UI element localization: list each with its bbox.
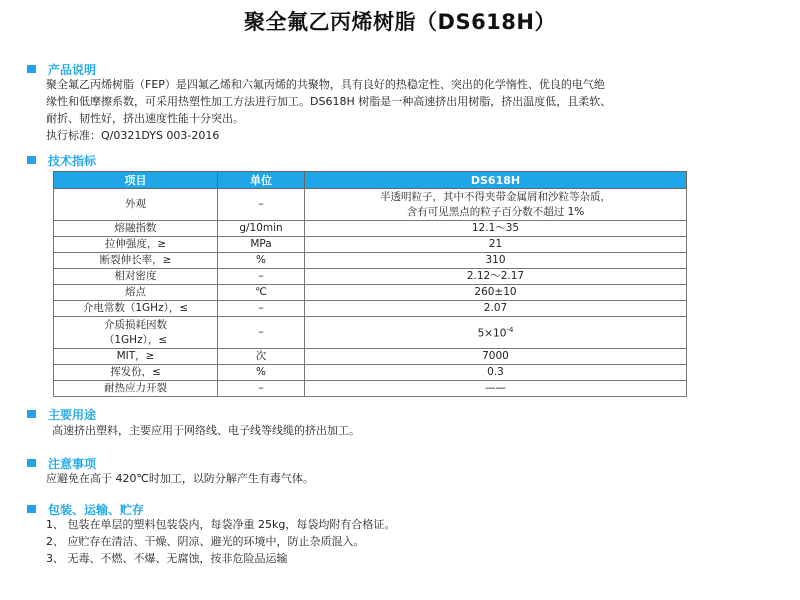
description-line: 聚全氟乙丙烯树脂（FEP）是四氟乙烯和六氟丙烯的共聚物，具有良好的热稳定性、突出的化学惰性、优良的电气绝 [46, 78, 605, 91]
cell-unit: 次 [218, 349, 305, 365]
table-row [54, 349, 687, 365]
cell-value: 12.1～35 [305, 221, 687, 237]
section-heading-spec [27, 153, 96, 167]
column-header-grade: DS618H [305, 172, 687, 189]
section-heading-notes [27, 456, 96, 470]
cell-item: 熔融指数 [54, 221, 218, 237]
cell-value-exponent: -4 [506, 326, 514, 335]
table-row [54, 269, 687, 285]
cell-unit: ℃ [218, 285, 305, 301]
cell-value: 2.07 [305, 301, 687, 317]
cell-value [305, 189, 687, 221]
cell-unit: MPa [218, 237, 305, 253]
table-row [54, 221, 687, 237]
table-row [54, 237, 687, 253]
cell-value [305, 317, 687, 349]
cell-item: 挥发份，≤ [54, 365, 218, 381]
cell-value: —— [305, 381, 687, 397]
table-header-row [54, 172, 687, 189]
page-title: 聚全氟乙丙烯树脂（DS618H） [244, 10, 556, 34]
cell-unit: % [218, 253, 305, 269]
square-bullet-icon [27, 505, 36, 513]
notes-text [46, 470, 314, 487]
table-row [54, 253, 687, 269]
cell-value: 7000 [305, 349, 687, 365]
usage-text [52, 422, 360, 439]
column-header-item: 项目 [54, 172, 218, 189]
section-title: 技术指标 [48, 153, 97, 168]
table-row [54, 189, 687, 221]
section-title: 主要用途 [48, 407, 97, 422]
cell-value: 0.3 [305, 365, 687, 381]
square-bullet-icon [27, 156, 36, 164]
notes-line: 应避免在高于 420℃时加工，以防分解产生有毒气体。 [46, 472, 314, 485]
cell-unit: – [218, 381, 305, 397]
description-line: 耐折、韧性好，挤出速度性能十分突出。 [46, 112, 244, 125]
table-row [54, 317, 687, 349]
usage-line: 高速挤出塑料，主要应用于网络线、电子线等线缆的挤出加工。 [52, 424, 360, 437]
table-row [54, 381, 687, 397]
cell-item: 断裂伸长率，≥ [54, 253, 218, 269]
cell-value-line: 含有可见黑点的粒子百分数不超过 1% [406, 205, 585, 218]
cell-item: 拉伸强度，≥ [54, 237, 218, 253]
square-bullet-icon [27, 459, 36, 467]
section-heading-description [27, 62, 96, 76]
cell-unit: % [218, 365, 305, 381]
section-title: 注意事项 [48, 456, 97, 471]
description-line: 缘性和低摩擦系数，可采用热塑性加工方法进行加工。DS618H 树脂是一种高速挤出用树脂，挤出温度低，且柔软、 [46, 95, 612, 108]
section-heading-packaging [27, 502, 144, 516]
packaging-list [46, 516, 395, 567]
list-item: 3、 无毒、不燃、不爆、无腐蚀，按非危险品运输 [46, 552, 288, 565]
cell-item: 相对密度 [54, 269, 218, 285]
cell-unit: g/10min [218, 221, 305, 237]
column-header-unit: 单位 [218, 172, 305, 189]
cell-item [54, 317, 218, 349]
description-paragraph [46, 76, 611, 144]
section-title: 包装、运输、贮存 [48, 502, 145, 517]
spec-table [53, 171, 687, 397]
square-bullet-icon [27, 65, 36, 73]
list-item: 2、 应贮存在清洁、干燥、阴凉、避光的环境中，防止杂质混入。 [46, 535, 365, 548]
cell-item: 外观 [54, 189, 218, 221]
cell-item: MIT，≥ [54, 349, 218, 365]
cell-value: 2.12～2.17 [305, 269, 687, 285]
cell-value: 21 [305, 237, 687, 253]
cell-value: 310 [305, 253, 687, 269]
cell-value-line: 半透明粒子，其中不得夹带金属屑和沙粒等杂质， [380, 190, 611, 203]
cell-item: 熔点 [54, 285, 218, 301]
cell-value-base: 5×10 [477, 327, 507, 340]
cell-unit: – [218, 269, 305, 285]
table-row [54, 301, 687, 317]
standard-line: 执行标准：Q/0321DYS 003-2016 [46, 129, 220, 142]
section-title: 产品说明 [48, 62, 97, 77]
table-row [54, 285, 687, 301]
cell-item-line: 介质损耗因数 [104, 318, 167, 331]
cell-item-line: （1GHz），≤ [103, 333, 168, 346]
section-heading-usage [27, 407, 96, 421]
cell-unit: – [218, 301, 305, 317]
cell-item: 耐热应力开裂 [54, 381, 218, 397]
cell-unit: – [218, 189, 305, 221]
cell-value: 260±10 [305, 285, 687, 301]
square-bullet-icon [27, 410, 36, 418]
list-item: 1、 包装在单层的塑料包装袋内，每袋净重 25kg，每袋均附有合格证。 [46, 518, 396, 531]
cell-item: 介电常数（1GHz），≤ [54, 301, 218, 317]
cell-unit: – [218, 317, 305, 349]
table-row [54, 365, 687, 381]
